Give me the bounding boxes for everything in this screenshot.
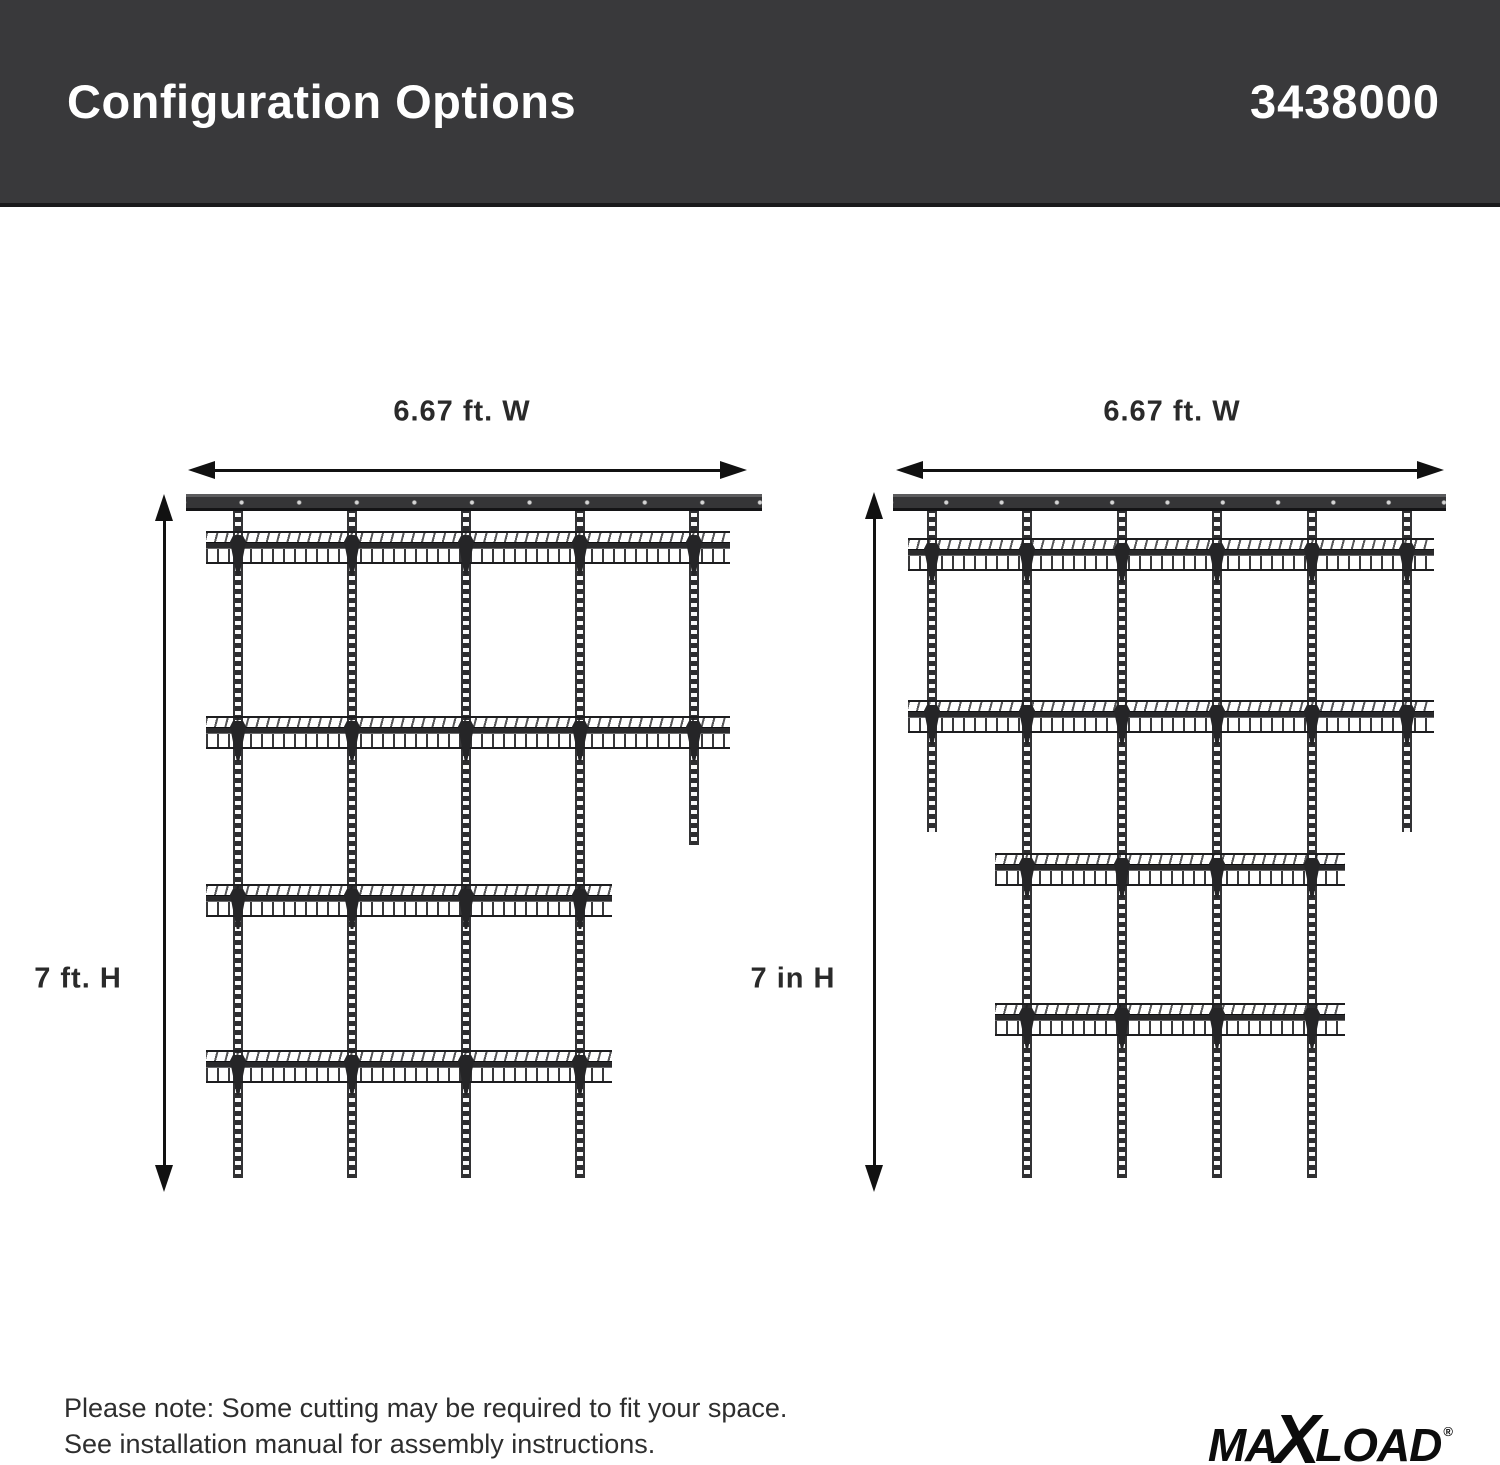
wire-shelf xyxy=(206,884,612,912)
height-arrowhead-bottom xyxy=(155,1165,173,1192)
width-arrow-line xyxy=(920,469,1420,472)
height-arrowhead-top xyxy=(865,492,883,519)
wire-shelf-bot-band xyxy=(206,901,612,917)
logo-text-load: LOAD xyxy=(1315,1419,1442,1465)
width-dimension-label: 6.67 ft. W xyxy=(1103,395,1241,428)
registered-mark: ® xyxy=(1443,1424,1452,1439)
wire-shelf-bot-band xyxy=(995,870,1345,886)
vertical-standard xyxy=(1022,508,1032,1178)
wire-shelf-top-band xyxy=(206,1050,612,1061)
logo-text-x: X xyxy=(1273,1400,1320,1465)
height-arrow-line xyxy=(163,518,166,1168)
vertical-standard xyxy=(1212,508,1222,1178)
vertical-standard xyxy=(1117,508,1127,1178)
width-arrowhead-right xyxy=(720,461,747,479)
height-dimension-label: 7 in H xyxy=(750,962,836,995)
wire-shelf xyxy=(908,700,1434,728)
wire-shelf xyxy=(908,538,1434,566)
model-number: 3438000 xyxy=(1250,75,1440,128)
height-arrowhead-bottom xyxy=(865,1165,883,1192)
wire-shelf-top-band xyxy=(995,1003,1345,1014)
height-arrowhead-top xyxy=(155,494,173,521)
footer-note-line1: Please note: Some cutting may be required to fit your space. xyxy=(64,1393,788,1423)
width-arrowhead-left xyxy=(188,461,215,479)
maxload-logo xyxy=(1208,1398,1450,1465)
header-bar xyxy=(0,0,1500,207)
logo-text-ma: MA xyxy=(1207,1419,1278,1465)
width-arrow-line xyxy=(212,469,723,472)
width-arrowhead-left xyxy=(896,461,923,479)
height-arrow-line xyxy=(873,516,876,1168)
width-arrowhead-right xyxy=(1417,461,1444,479)
wire-shelf xyxy=(995,853,1345,881)
wire-shelf xyxy=(995,1003,1345,1031)
wire-shelf-top-band xyxy=(908,700,1434,711)
wire-shelf-bot-band xyxy=(995,1020,1345,1036)
height-dimension-label: 7 ft. H xyxy=(34,962,122,995)
hang-track-rail xyxy=(186,494,762,511)
page-title: Configuration Options xyxy=(67,75,577,128)
wire-shelf-bot-band xyxy=(206,1067,612,1083)
footer-note xyxy=(64,1390,787,1462)
wire-shelf-bot-band xyxy=(908,555,1434,571)
wire-shelf xyxy=(206,1050,612,1078)
footer-note-line2: See installation manual for assembly instructions. xyxy=(64,1429,656,1459)
hang-track-rail xyxy=(893,494,1446,511)
wire-shelf-top-band xyxy=(995,853,1345,864)
wire-shelf-top-band xyxy=(908,538,1434,549)
width-dimension-label: 6.67 ft. W xyxy=(393,395,531,428)
wire-shelf-top-band xyxy=(206,884,612,895)
wire-shelf-bot-band xyxy=(908,717,1434,733)
vertical-standard xyxy=(1307,508,1317,1178)
